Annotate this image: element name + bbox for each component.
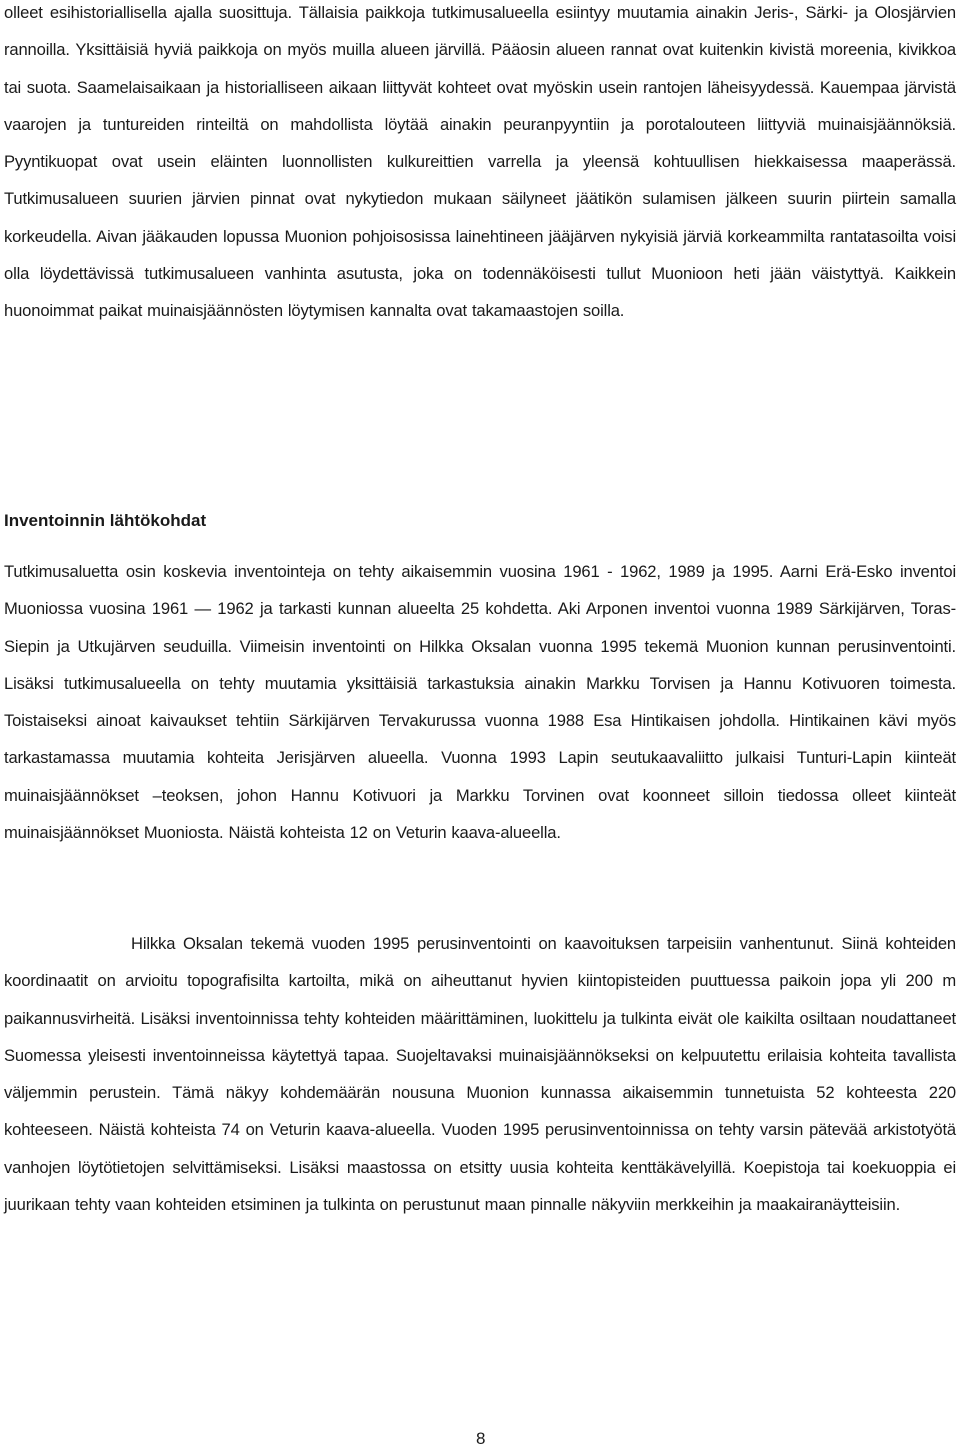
body-paragraph: Hilkka Oksalan tekemä vuoden 1995 perusinventointi on kaavoituksen tarpeisiin vanhentunut. Siinä kohteiden koordinaatit on arvioitu topografisilta kartoilta, mikä on aiheuttanut hyvien kiintopisteiden puuttuessa paikoin jopa yli 200 m paikannusvirheitä. Lisäksi inventoinnissa tehty kohteiden määrittäminen, luokittelu ja tulkinta eivät ole kaikilta osiltaan noudattaneet Suomessa yleisesti inventoinneissa käytettyä tapaa. Suojeltavaksi muinaisjäännökseksi on kelpuutettu erilaisia kohteita tavallista väljemmin perustein. Tämä näkyy kohdemäärän nousuna Muonion kunnassa aikaisemmin tunnetuista 52 kohteesta 220 kohteeseen. Näistä kohteista 74 on Veturin kaava-alueella. Vuoden 1995 perusinventoinnissa on tehty varsin pätevää arkistotyötä vanhojen löytötietojen selvittämiseksi. Lisäksi maastossa on etsitty uusia kohteita kenttäkävelyillä. Koepistoja tai koekuoppia ei juurikaan tehty vaan kohteiden etsiminen ja tulkinta on perustunut maan pinnalle näkyviin merkkeihin ja maakairanäytteisiin.: [4, 934, 956, 1215]
body-paragraph: Tutkimusaluetta osin koskevia inventointeja on tehty aikaisemmin vuosina 1961 - 1962, 1989 ja 1995. Aarni Erä-Esko inventoi Muoniossa vuosina 1961 — 1962 ja tarkasti kunnan alueelta 25 kohdetta. Aki Arponen inventoi vuonna 1989 Särkijärven, Toras-Siepin ja Utkujärven seuduilla. Viimeisin inventointi on Hilkka Oksalan vuonna 1995 tekemä Muonion kunnan perusinventointi. Lisäksi tutkimusalueella on tehty muutamia yksittäisiä tarkastuksia ainakin Markku Torvisen ja Hannu Kotivuoren toimesta. Toistaiseksi ainoat kaivaukset tehtiin Särkijärven Tervakurussa vuonna 1988 Esa Hintikaisen johdolla. Hintikainen kävi myös tarkastamassa muutamia kohteita Jerisjärven alueella. Vuonna 1993 Lapin seutukaavaliitto julkaisi Tunturi-Lapin kiinteät muinaisjäännökset –teoksen, johon Hannu Kotivuori ja Markku Torvinen ovat koonneet silloin tiedossa olleet kiinteät muinaisjäännökset Muoniosta. Näistä kohteista 12 on Veturin kaava-alueella.: [4, 562, 956, 843]
page-number: 8: [476, 1429, 486, 1448]
section-heading: Inventoinnin lähtökohdat: [4, 511, 207, 530]
body-paragraph: olleet esihistoriallisella ajalla suosittuja. Tällaisia paikkoja tutkimusalueella esiintyy muutamia ainakin Jeris-, Särki- ja Olosjärvien rannoilla. Yksittäisiä hyviä paikkoja on myös muilla alueen järvillä. Pääosin alueen rannat ovat kuitenkin kivistä moreenia, kivikkoa tai suota. Saamelaisaikaan ja historialliseen aikaan liittyvät kohteet ovat myöskin usein rantojen läheisyydessä. Kauempaa järvistä vaarojen ja tuntureiden rinteiltä on mahdollista löytää ainakin peuranpyyntiin ja porotalouteen liittyviä muinaisjäännöksiä. Pyyntikuopat ovat usein eläinten luonnollisten kulkureittien varrella ja yleensä kohtuullisen hiekkaisessa maaperässä. Tutkimusalueen suurien järvien pinnat ovat nykytiedon mukaan säilyneet jäätikön sulamisen jälkeen suurin piirtein samalla korkeudella. Aivan jääkauden lopussa Muonion pohjoisosissa lainehtineen jääjärven nykyisiä järviä korkeammilta rantatasoilta voisi olla löydettävissä tutkimusalueen vanhinta asutusta, joka on todennäköisesti tullut Muonioon heti jään väistyttyä. Kaikkein huonoimmat paikat muinaisjäännösten löytymisen kannalta ovat takamaastojen soilla.: [4, 3, 956, 321]
document-page: [4, 0, 956, 1451]
